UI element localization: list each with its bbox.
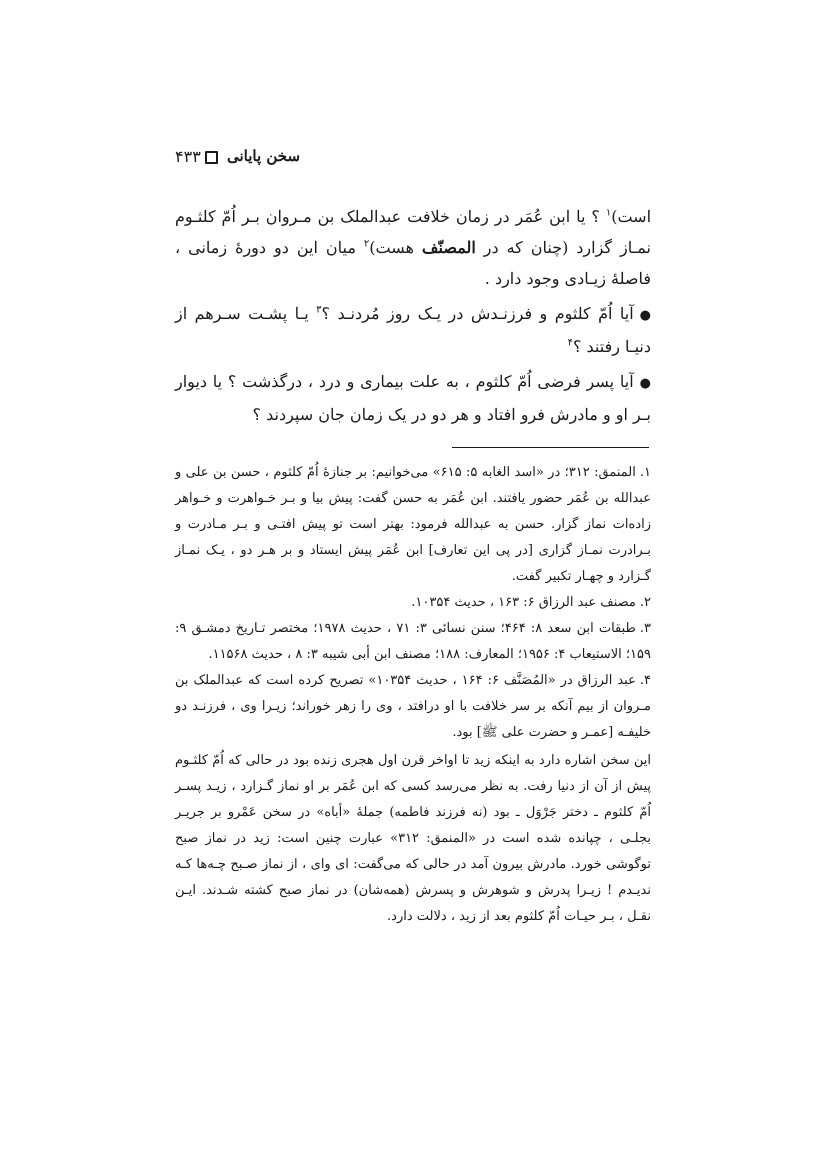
- page-header: [0, 147, 826, 173]
- text-segment: هست): [369, 238, 422, 257]
- text-segment: یـا پشـت سـرهم از دنیـا رفتند ؟: [175, 304, 651, 356]
- running-title: سخن پایانی: [227, 147, 301, 165]
- bullet-icon: ●: [639, 308, 652, 323]
- text-segment: ؟ یا ابن عُمَر در زمان خلافت عبدالملک بن مـروان بـر اُمّ کلثـوم نمـاز گزارد (چنان که در: [175, 207, 652, 257]
- main-text: [175, 201, 651, 430]
- footnote-ref-2[interactable]: ۲: [363, 238, 370, 250]
- footnote-text: عبد الرزاق در «المُصَنَّف ۶: ۱۶۴ ، حدیث ۱۰۳۵۴» تصریح کرده است که عبدالملک بن مـروان از بیم آنکه بر سر خلافت با او درافتد ، وی را زهر خوراند؛ زیـرا وی ، فرزنـد دو خلیفـه [عمـر و حضرت علی ﷺ] بود.: [175, 673, 651, 740]
- footnote-ref-4[interactable]: ۴: [567, 337, 573, 349]
- footnote-ref-1[interactable]: ۱: [605, 207, 612, 219]
- footnote-4: [175, 668, 651, 746]
- footnote-ref-3[interactable]: ۳: [316, 304, 322, 316]
- footnote-number: ۱.: [639, 465, 651, 480]
- footnote-divider: [452, 447, 649, 448]
- text-segment: میان این دو دورهٔ زمانی ، فاصلهٔ زیـادی وجود دارد .: [175, 238, 651, 288]
- footnote-number: ۲.: [639, 595, 651, 610]
- footnote-text: مصنف عبد الرزاق ۶: ۱۶۳ ، حدیث ۱۰۳۵۴.: [411, 595, 636, 610]
- page-number: ۴۳۳: [175, 147, 201, 166]
- footnote-2: [175, 590, 651, 616]
- text-segment: است): [611, 207, 652, 226]
- footnote-number: ۳.: [639, 621, 652, 636]
- paragraph-3: [175, 366, 651, 430]
- text-segment: آیا پسر فرضی اُمّ کلثوم ، به علت بیماری و درد ، درگذشت ؟ یا دیوار بـر او و مادرش فرو افتاد و هر دو در یک زمان جان سپردند ؟: [175, 372, 651, 424]
- footnote-3: [175, 616, 651, 668]
- text-segment: آیا اُمّ کلثوم و فرزنـدش در یـک روز مُردنـد ؟: [321, 304, 634, 323]
- footnotes: [175, 460, 651, 930]
- bold-title: المصنّف: [421, 238, 476, 257]
- paragraph-2: [175, 298, 651, 362]
- footnote-text: المنمق: ۳۱۲؛ در «اسد الغابه ۵: ۶۱۵» می‌خوانیم: بر جنازهٔ اُمّ کلثوم ، حسن بن علی و عبدالله بن عُمَر حضور یافتند. ابن عُمَر به حسن گفت: پیش بیا و بـر خـواهرت و خـواهر زاده‌ات نماز گزار. حسن به عبدالله فرمود: بهتر است تو پیش افتـی و بـر مـادرت و بـرادرت نمـاز گزاری [در پی این تعارف] ابن عُمَر پیش ایستاد و بر هـر دو ، یـک نمـاز گـزارد و چهـار تکبیر گفت.: [175, 465, 651, 584]
- square-ornament-icon: [205, 151, 218, 164]
- bullet-icon: ●: [639, 376, 652, 391]
- footnote-number: ۴.: [639, 673, 651, 688]
- paragraph-1: [175, 201, 651, 294]
- footnote-1: [175, 460, 651, 590]
- footnote-continuation: این سخن اشاره دارد به اینکه زید تا اواخر قرن اول هجری زنده بود در حالی که اُمّ کلثـوم پیش از آن از دنیا رفت. به نظر می‌رسد کسی که ابن عُمَر بر او نماز گـزارد ، زیـد پسـر اُمّ کلثوم ـ دختر جَرْوَل ـ بود (نه فرزند فاطمه) جملهٔ «أباه» در سخن عَمْرو بر جریـر بجلـی ، چپانده شده است در «المنمق: ۳۱۲» عبارت چنین است: زید در نماز صبح توگوشی خورد. مادرش بیرون آمد در حالی که می‌گفت: ای وای ، از نماز صـبح چـه‌ها کـه ندیـدم ! زیـرا پدرش و شوهرش و پسرش (همه‌شان) در نماز صبح کشته شـدند. ایـن نقـل ، بـر حیـات اُمّ کلثوم بعد از زید ، دلالت دارد.: [175, 753, 651, 924]
- footnote-text: طبقات ابن سعد ۸: ۴۶۴؛ سنن نسائی ۳: ۷۱ ، حدیث ۱۹۷۸؛ مختصر تـاریخ دمشـق ۹: ۱۵۹؛ الاستیعاب ۴: ۱۹۵۶؛ المعارف: ۱۸۸؛ مصنف ابن أبی شیبه ۳: ۸ ، حدیث ۱۱۵۶۸.: [175, 621, 651, 662]
